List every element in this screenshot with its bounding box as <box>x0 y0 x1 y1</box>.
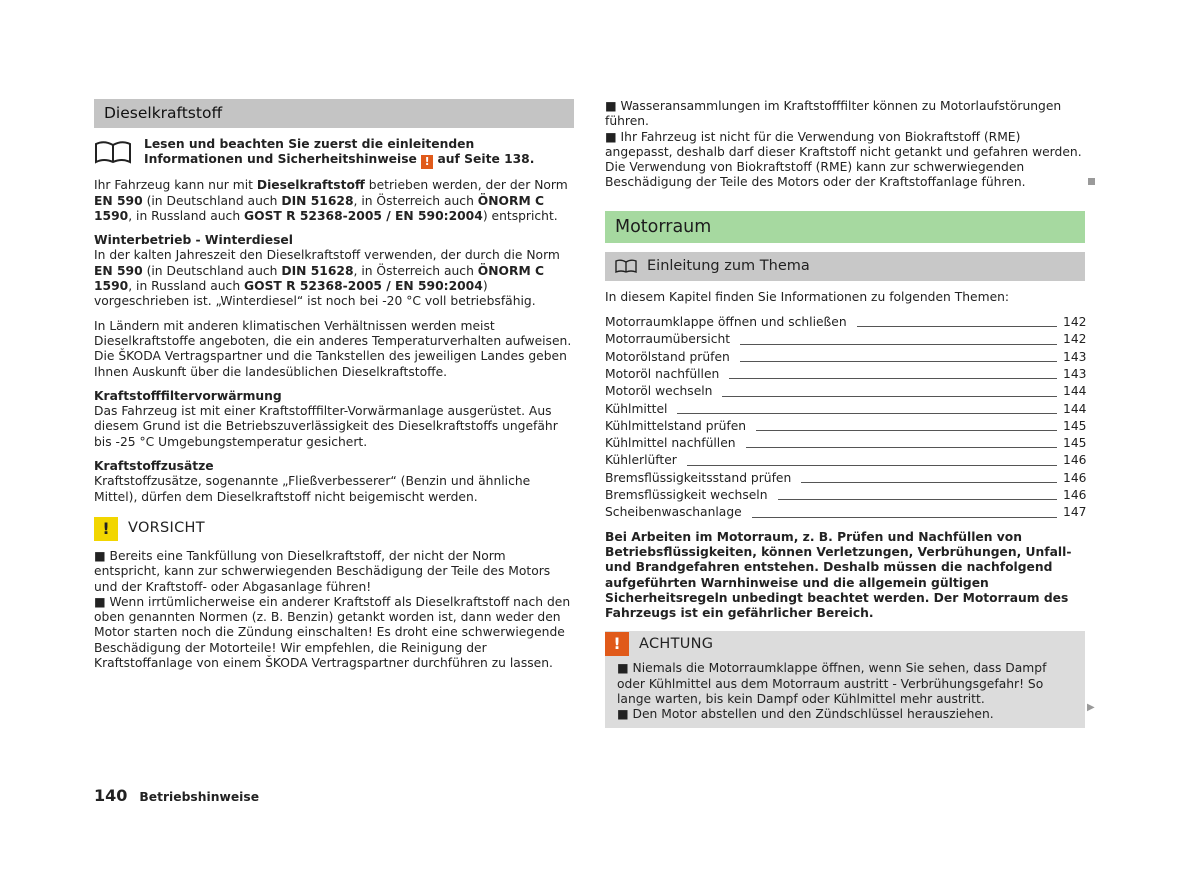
achtung-icon: ! <box>605 632 629 656</box>
winter-paragraph: In der kalten Jahreszeit den Dieselkraftstoff verwenden, der durch die Norm EN 590 (in Deutschland auch DIN 51628, in Österreich auch ÖNORM C 1590, in Russland auch GOST R 52368-2005 / EN 590:2004) vorgeschrieben ist. „Winterdiesel“ ist noch bei -20 °C voll betriebsfähig. <box>94 248 560 309</box>
toc-item[interactable]: Kühlmittel nachfüllen 145 <box>605 436 1087 451</box>
read-notice-text <box>144 137 574 169</box>
toc-item[interactable]: Motorölstand prüfen 143 <box>605 349 1087 364</box>
vorsicht-heading <box>94 517 574 541</box>
toc-item[interactable]: Kühlmittelstand prüfen 145 <box>605 418 1087 433</box>
toc-item[interactable]: Scheibenwaschanlage 147 <box>605 505 1087 520</box>
achtung-heading <box>605 631 1085 657</box>
additives-heading: Kraftstoffzusätze <box>94 459 214 474</box>
achtung-bullet-2: ■ Den Motor abstellen und den Zündschlüssel herausziehen. <box>617 707 994 722</box>
read-notice-part1: Lesen und beachten Sie zuerst die einleitenden Informationen und Sicherheitshinweise <box>144 137 475 167</box>
achtung-bullet-1: ■ Niemals die Motorraumklappe öffnen, wenn Sie sehen, dass Dampf oder Kühlmittel aus dem Motorraum austritt - Verbrühungsgefahr! So lange warten, bis kein Dampf oder Kühlmittel mehr austritt. <box>617 661 1047 707</box>
winter-heading: Winterbetrieb - Winterdiesel <box>94 233 293 248</box>
chapter-title-motorraum: Motorraum <box>605 211 1085 243</box>
continue-arrow-icon: ▶ <box>1087 702 1095 713</box>
footer-section-name: Betriebshinweise <box>139 790 260 804</box>
read-first-notice <box>94 137 574 169</box>
toc-item[interactable]: Motorraumklappe öffnen und schließen 142 <box>605 315 1087 330</box>
book-icon <box>615 259 637 273</box>
preheat-section <box>94 389 574 450</box>
toc-item[interactable]: Kühlerlüfter 146 <box>605 453 1087 468</box>
additives-paragraph: Kraftstoffzusätze, sogenannte „Fließverbesserer“ (Benzin und ähnliche Mittel), dürfen dem Dieselkraftstoff nicht beigemischt werden. <box>94 474 531 504</box>
book-icon <box>94 140 132 164</box>
toc-item[interactable]: Motorraumübersicht 142 <box>605 332 1087 347</box>
intro-heading <box>605 252 1085 281</box>
additives-section <box>94 459 574 505</box>
continued-bullet-2: ■ Ihr Fahrzeug ist nicht für die Verwendung von Biokraftstoff (RME) angepasst, deshalb darf dieser Kraftstoff nicht getankt und gefahren werden. Die Verwendung von Biokraftstoff (RME) kann zur schwerwiegenden Beschädigung der Teile des Motors oder der Kraftstoffanlage führen. <box>605 129 1082 190</box>
continued-bullet-1: ■ Wasseransammlungen im Kraftstofffilter können zu Motorlaufstörungen führen. <box>605 99 1062 129</box>
engine-bay-warning-paragraph: Bei Arbeiten im Motorraum, z. B. Prüfen und Nachfüllen von Betriebsflüssigkeiten, können Verletzungen, Verbrühungen, Unfall- und Brandgefahren entstehen. Deshalb müssen die nachfolgend aufgeführten Warnhinweise und die allgemein gültigen Sicherheitsregeln unbedingt beachtet werden. Der Motorraum des Fahrzeugs ist ein gefährlicher Bereich. <box>605 529 1072 621</box>
vorsicht-bullet-1: ■ Bereits eine Tankfüllung von Dieselkraftstoff, der nicht der Norm entspricht, kann zur schwerwiegenden Beschädigung der Teile des Motors und der Kraftstoff- oder Abgasanlage führen! <box>94 548 551 594</box>
warning-icon[interactable]: ! <box>421 155 433 169</box>
read-notice-page-link[interactable]: auf Seite 138. <box>437 152 535 167</box>
section-title-dieselkraftstoff: Dieselkraftstoff <box>94 99 574 128</box>
toc-item[interactable]: Bremsflüssigkeitsstand prüfen 146 <box>605 470 1087 485</box>
vorsicht-icon: ! <box>94 517 118 541</box>
page-footer <box>94 786 259 805</box>
left-column <box>94 99 574 671</box>
toc-item[interactable]: Motoröl wechseln 144 <box>605 384 1087 399</box>
climate-paragraph: In Ländern mit anderen klimatischen Verhältnissen werden meist Dieselkraftstoffe angeboten, die ein anderes Temperaturverhalten aufweisen. Die ŠKODA Vertragspartner und die Tankstellen des jeweiligen Landes geben Ihnen Auskunft über die landesüblichen Dieselkraftstoffe. <box>94 318 572 379</box>
vorsicht-bullet-2: ■ Wenn irrtümlicherweise ein anderer Kraftstoff als Dieselkraftstoff nach den oben genannten Normen (z. B. Benzin) getankt worden ist, dann weder den Motor starten noch die Zündung einschalten! Es droht eine schwerwiegende Beschädigung der Motorteile! Wir empfehlen, die Reinigung der Kraftstoffanlage von einem ŠKODA Vertragspartner durchführen zu lassen. <box>94 594 571 671</box>
winter-section <box>94 233 574 309</box>
intro-paragraph: Ihr Fahrzeug kann nur mit Dieselkraftstoff betrieben werden, der der Norm EN 590 (in Deutschland auch DIN 51628, in Österreich auch ÖNORM C 1590, in Russland auch GOST R 52368-2005 / EN 590:2004) entspricht. <box>94 178 568 223</box>
end-square-icon <box>1088 178 1095 185</box>
achtung-box <box>605 631 1085 727</box>
toc-intro: In diesem Kapitel finden Sie Informationen zu folgenden Themen: <box>605 289 1010 304</box>
page-number: 140 <box>94 786 128 805</box>
preheat-heading: Kraftstofffiltervorwärmung <box>94 388 282 403</box>
intro-title: Einleitung zum Thema <box>647 257 810 274</box>
toc-item[interactable]: Motoröl nachfüllen 143 <box>605 366 1087 381</box>
vorsicht-title: VORSICHT <box>128 520 205 537</box>
vorsicht-body <box>94 549 574 671</box>
preheat-paragraph: Das Fahrzeug ist mit einer Kraftstofffilter-Vorwärmanlage ausgerüstet. Aus diesem Grund ist die Betriebszuverlässigkeit des Dieselkraftstoffs ungefähr bis -25 °C Umgebungstemperatur gesichert. <box>94 404 558 449</box>
table-of-contents <box>605 313 1085 521</box>
achtung-title: ACHTUNG <box>639 635 714 652</box>
achtung-body <box>605 661 1085 722</box>
right-column <box>605 99 1085 728</box>
toc-item[interactable]: Bremsflüssigkeit wechseln 146 <box>605 488 1087 503</box>
toc-item[interactable]: Kühlmittel 144 <box>605 401 1087 416</box>
